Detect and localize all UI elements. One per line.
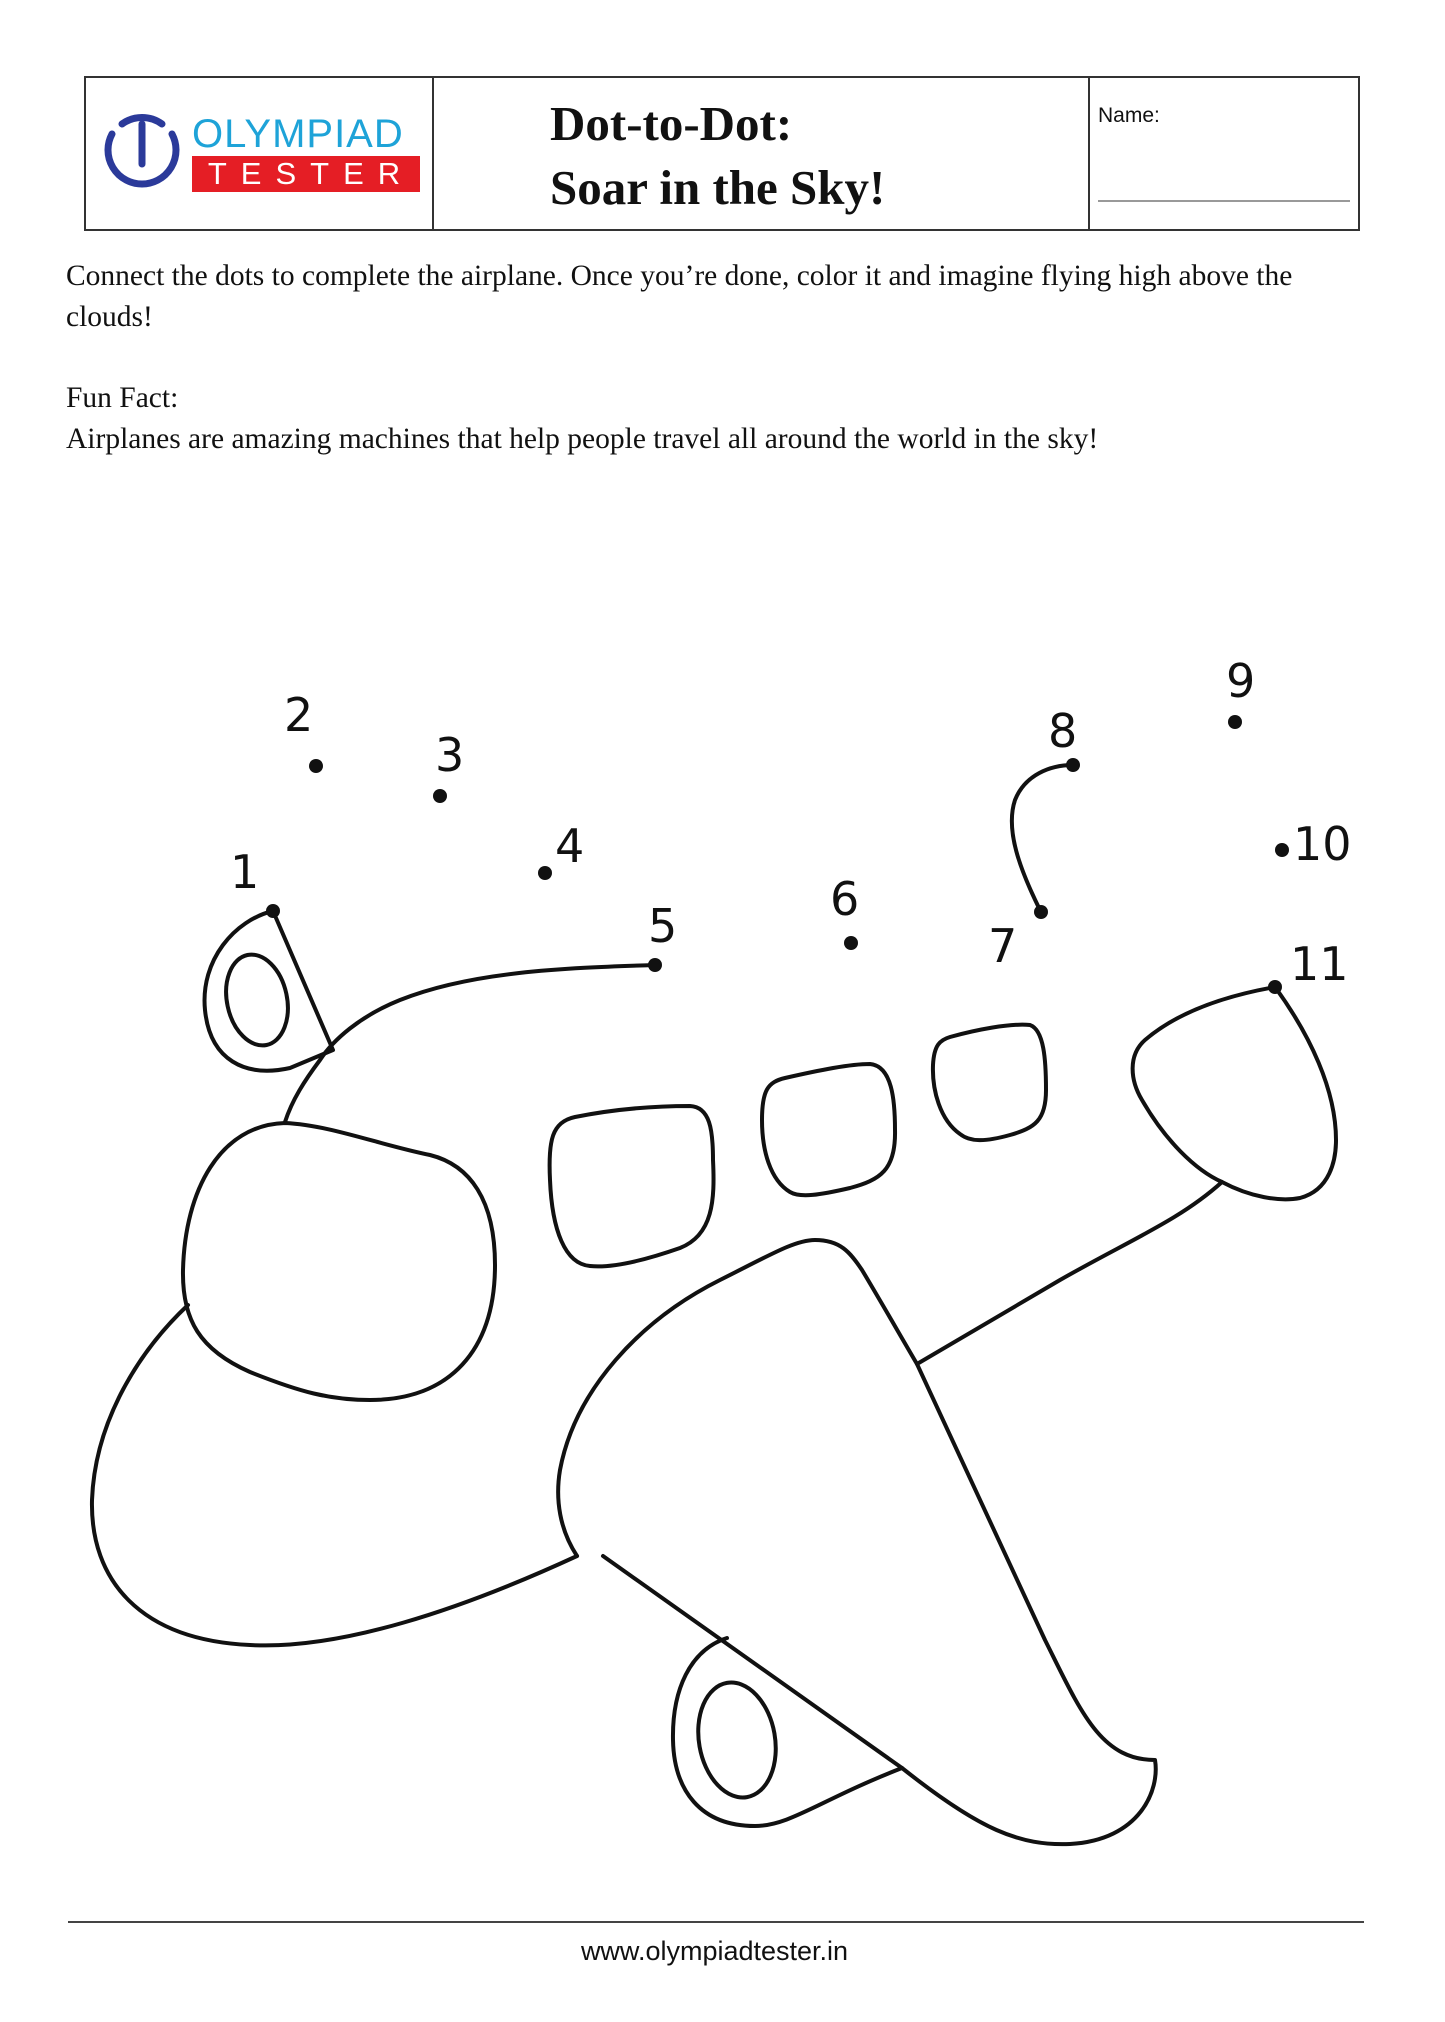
fuselage-rear-line [917,1182,1222,1364]
dot-4[interactable] [538,866,552,880]
dot-label-3: 3 [435,728,465,782]
dot-10[interactable] [1275,843,1289,857]
dot-label-1: 1 [230,845,260,899]
dot-label-8: 8 [1048,704,1078,758]
dot-11[interactable] [1268,980,1282,994]
engine-outline [673,1638,902,1826]
dot-label-2: 2 [284,688,314,742]
fuselage-nose-bottom [92,1305,577,1645]
page-title-line-1: Dot-to-Dot: [550,96,793,151]
name-label: Name: [1098,104,1160,127]
dot-label-6: 6 [830,872,860,926]
fun-fact-text: Airplanes are amazing machines that help people travel all around the world in the sky! [66,423,1099,455]
passenger-window-3 [933,1025,1046,1140]
main-wing [558,1240,1156,1844]
tail-fin-outline [205,911,333,1071]
dot-1[interactable] [266,904,280,918]
instruction-text: Connect the dots to complete the airplane. Once you’re done, color it and imagine flying high above the clouds! [66,260,1293,333]
dot-numbers [230,654,1352,991]
engine-inner-oval [690,1676,785,1803]
dot-8[interactable] [1066,758,1080,772]
passenger-window-1 [550,1106,714,1266]
dot-label-10: 10 [1293,817,1352,871]
tail-wing-outline [1133,987,1336,1199]
dot-label-11: 11 [1290,937,1349,991]
dots-group [266,715,1289,994]
dot-label-9: 9 [1226,654,1256,708]
footer-website-link[interactable]: www.olympiadtester.in [580,1936,849,1966]
dot-3[interactable] [433,789,447,803]
dot-9[interactable] [1228,715,1242,729]
dot-label-4: 4 [555,819,585,873]
dot-2[interactable] [309,759,323,773]
dot-label-5: 5 [648,899,678,953]
logo-olympiad-text: OLYMPIAD [192,112,404,156]
page-title-line-2: Soar in the Sky! [550,160,886,215]
tail-fin-inner-oval [218,949,296,1051]
logo-tester-banner: TESTER [192,156,420,192]
dot-label-7: 7 [988,919,1018,973]
passenger-window-2 [762,1064,895,1195]
dot-6[interactable] [844,936,858,950]
fuselage-top-line [285,965,655,1122]
connected-line-7-8 [1012,765,1073,912]
footer-divider [68,1921,1364,1923]
dot-7[interactable] [1034,905,1048,919]
footer [0,1936,1445,1967]
dot-5[interactable] [648,958,662,972]
cockpit-window [183,1123,495,1400]
fun-fact-label: Fun Fact: [66,382,179,414]
